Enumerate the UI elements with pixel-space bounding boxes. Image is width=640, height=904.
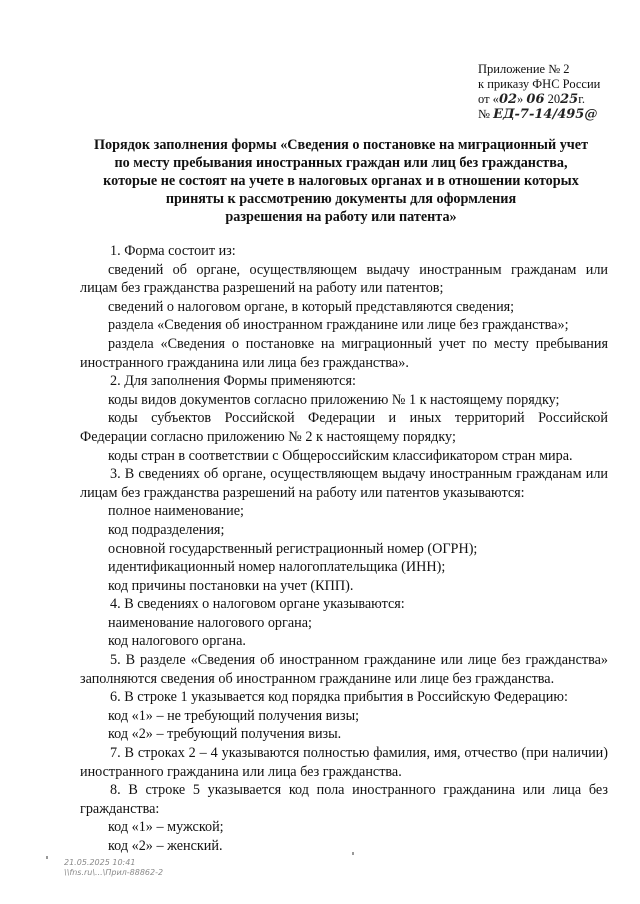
paragraph: коды видов документов согласно приложению № 1 к настоящему порядку; [108, 391, 560, 408]
paragraph: наименование налогового органа; [108, 614, 312, 631]
document-body [80, 242, 608, 856]
paragraph-1: 1. Форма состоит из: [110, 243, 236, 259]
document-title [70, 136, 612, 226]
appendix-number: № ЕД-7-14/495@ [478, 107, 598, 122]
paragraph-4: 4. В сведениях о налоговом органе указываются: [110, 596, 405, 613]
paragraph: сведений о налоговом органе, в который представляются сведения; [108, 298, 515, 315]
appendix-header [478, 62, 600, 122]
print-file-path: \\fns.ru\...\Прил-88862-2 [64, 868, 164, 877]
title-line: разрешения на работу или патента» [225, 209, 457, 225]
paragraph: код «2» – требующий получения визы. [108, 726, 342, 743]
appendix-date: от «02» 06 2025г. [478, 92, 586, 107]
scan-speck [46, 856, 48, 859]
paragraph-2: 2. Для заполнения Формы применяются: [110, 373, 356, 390]
paragraph: код «1» – не требующий получения визы; [108, 707, 360, 724]
paragraph: коды стран в соответствии с Общероссийским классификатором стран мира. [108, 447, 573, 464]
paragraph: код причины постановки на учет (КПП). [108, 577, 354, 594]
paragraph: раздела «Сведения о постановке на миграционный учет по месту пребывания иностранного гражданина или лица без гражданства». [80, 335, 608, 371]
date-month: 06 [526, 92, 545, 107]
appendix-title: Приложение № 2 [478, 62, 570, 76]
title-line: приняты к рассмотрению документы для оформления [165, 191, 517, 207]
print-footer [64, 858, 163, 878]
paragraph: идентификационный номер налогоплательщика (ИНН); [108, 559, 446, 576]
paragraph: код налогового органа. [108, 633, 246, 650]
paragraph: полное наименование; [108, 503, 244, 520]
paragraph: коды субъектов Российской Федерации и иных территорий Российской Федерации согласно приложению № 2 к настоящему порядку; [80, 410, 608, 445]
paragraph: код подразделения; [108, 521, 225, 538]
paragraph-7: 7. В строках 2 – 4 указываются полностью фамилия, имя, отчество (при наличии) иностранного гражданина или лица без гражданства. [80, 745, 608, 780]
paragraph: сведений об органе, осуществляющем выдачу иностранным гражданам или лицам без гражданства разрешений на работу или патентов; [80, 261, 608, 297]
paragraph-8: 8. В строке 5 указывается код пола иностранного гражданина или лица без гражданства: [80, 782, 608, 817]
paragraph-3: 3. В сведениях об органе, осуществляющем выдачу иностранным гражданам или лицам без гражданства разрешений на работу или патентов указываются: [80, 466, 608, 501]
paragraph-5: 5. В разделе «Сведения об иностранном гражданине или лице без гражданства» заполняются сведения об иностранном гражданине или лице без гражданства. [80, 652, 608, 687]
scan-speck [352, 852, 354, 855]
paragraph: код «2» – женский. [108, 838, 223, 854]
date-year: 25 [560, 92, 579, 107]
paragraph: раздела «Сведения об иностранном гражданине или лице без гражданства»; [108, 317, 569, 334]
order-number: ЕД-7-14/495@ [493, 107, 598, 122]
date-day: 02 [498, 92, 518, 107]
title-line: которые не состоят на учете в налоговых органах и в отношении которых [103, 173, 579, 189]
print-timestamp: 21.05.2025 10:41 [64, 858, 136, 867]
title-line: Порядок заполнения формы «Сведения о постановке на миграционный учет [93, 137, 589, 153]
paragraph: основной государственный регистрационный номер (ОГРН); [108, 540, 478, 557]
paragraph: код «1» – мужской; [108, 819, 224, 836]
paragraph-6: 6. В строке 1 указывается код порядка прибытия в Российскую Федерацию: [110, 689, 568, 706]
title-line: по месту пребывания иностранных граждан или лиц без гражданства, [114, 155, 568, 171]
appendix-order-ref: к приказу ФНС России [478, 77, 601, 91]
